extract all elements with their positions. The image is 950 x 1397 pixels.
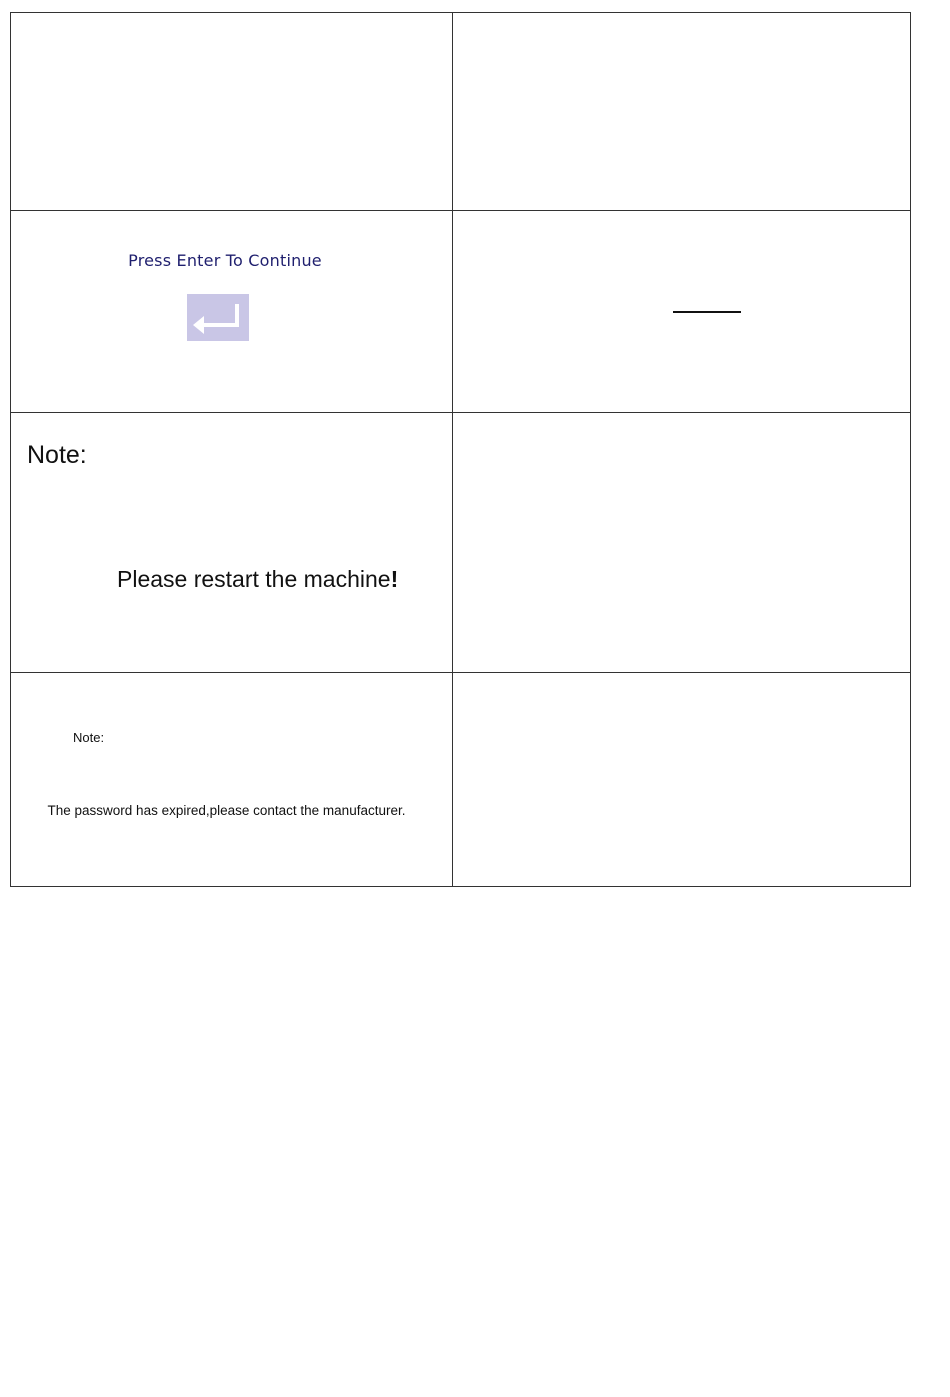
password-expired-message: The password has expired,please contact the manufacturer. — [47, 803, 406, 818]
restart-message — [117, 566, 398, 593]
row3-screen-cell — [11, 412, 453, 672]
press-enter-label: Press Enter To Continue — [128, 251, 322, 270]
note-heading: Note: — [27, 441, 87, 469]
restart-message-exclamation: ! — [390, 566, 399, 592]
note-heading-small: Note: — [73, 730, 105, 745]
row1-description-cell — [453, 13, 910, 210]
row4-screen-cell — [11, 672, 453, 886]
underline-blank — [673, 311, 741, 313]
screen-table — [10, 12, 911, 887]
row3-description-cell — [453, 412, 910, 672]
enter-return-icon — [187, 294, 249, 341]
restart-message-text: Please restart the machine — [117, 566, 391, 592]
row2-description-cell — [453, 210, 910, 412]
enter-key-button[interactable] — [187, 294, 249, 341]
row4-description-cell — [453, 672, 910, 886]
row1-screen-cell — [11, 13, 453, 210]
row2-screen-cell — [11, 210, 453, 412]
